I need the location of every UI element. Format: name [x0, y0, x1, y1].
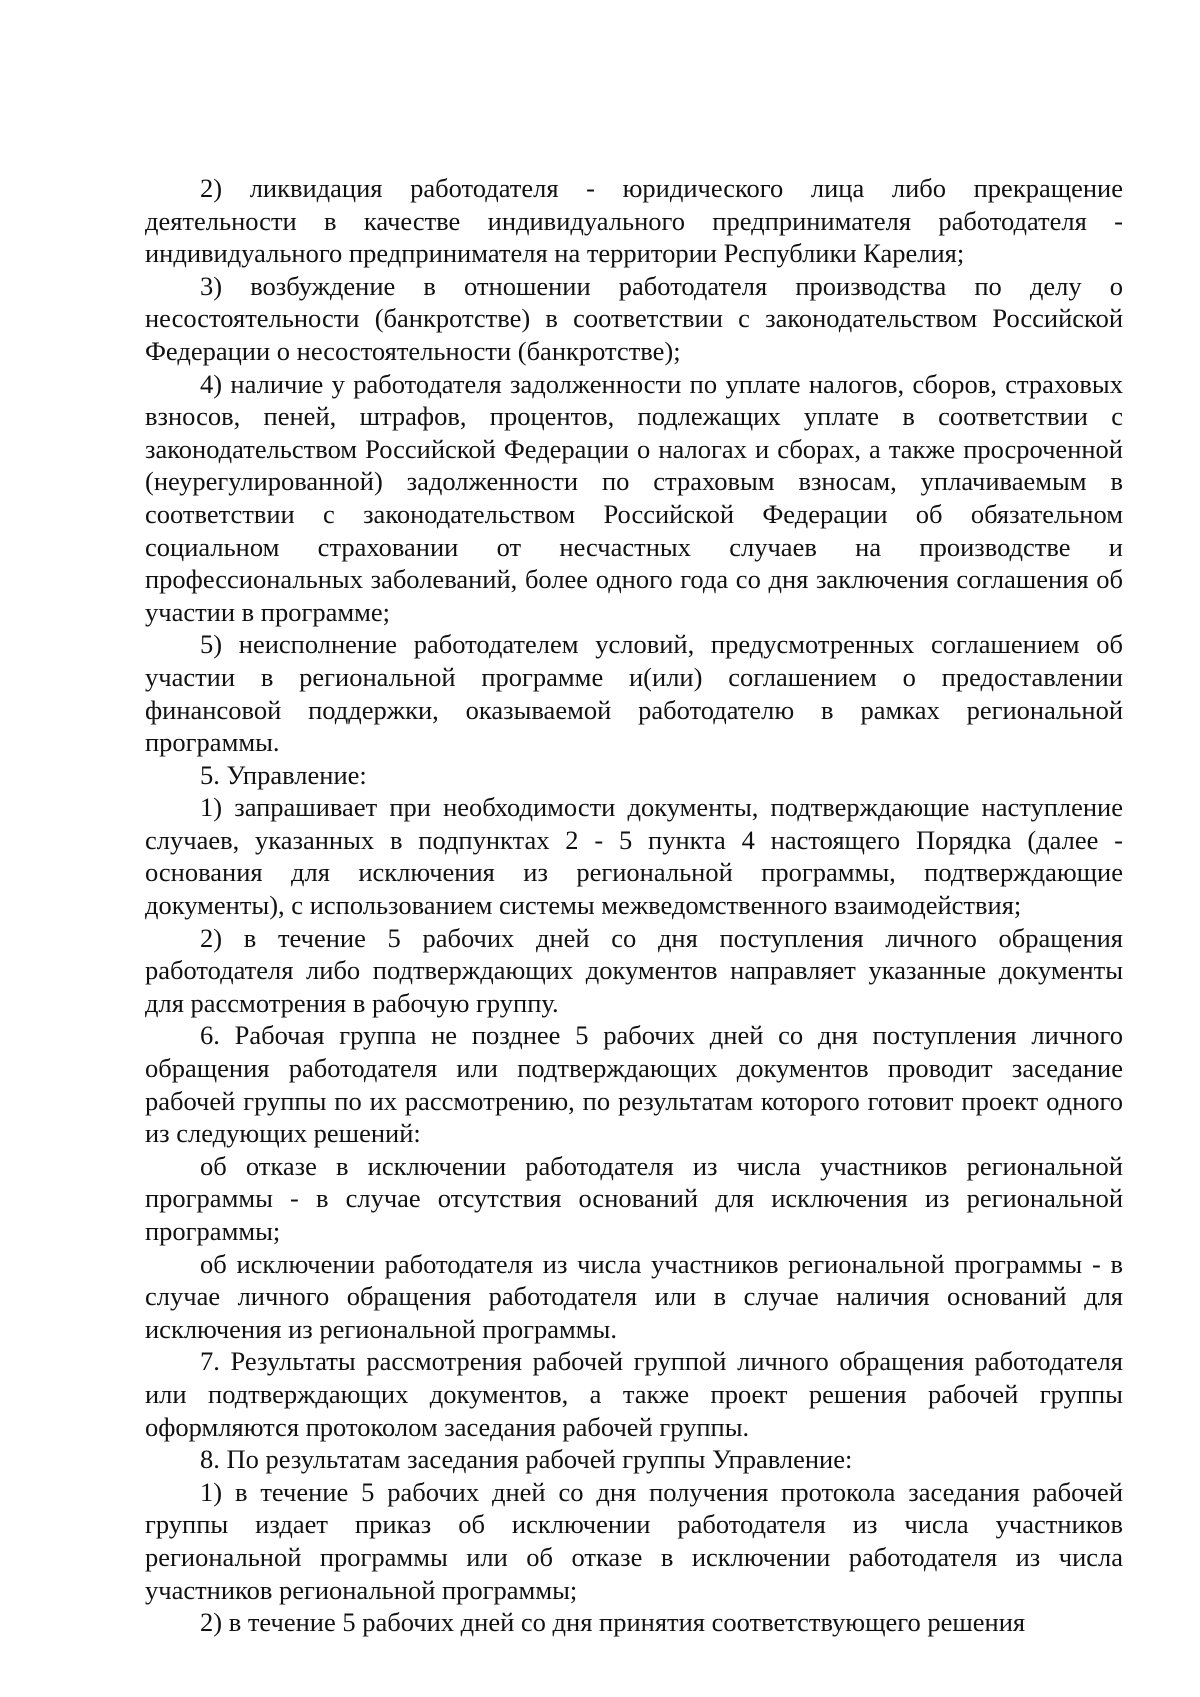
paragraph-section-8-item-2: 2) в течение 5 рабочих дней со дня принятия соответствующего решения: [200, 1607, 1026, 1638]
paragraph-section-8-item-1: 1) в течение 5 рабочих дней со дня получения протокола заседания рабочей группы издает приказ об исключении работодателя из числа участников региональной программы или об отказе в исключении работодателя из числа участников региональной программы;: [145, 1476, 1123, 1605]
paragraph-section-5-heading: 5. Управление:: [200, 759, 367, 790]
paragraph-item-5-noncompliance: 5) неисполнение работодателем условий, предусмотренных соглашением об участии в региональной программе и(или) соглашением о предоставлении финансовой поддержки, оказываемой работодателю в рамках региональной программы.: [145, 629, 1123, 758]
paragraph-section-6: 6. Рабочая группа не позднее 5 рабочих дней со дня поступления личного обращения работодателя или подтверждающих документов проводит заседание рабочей группы по их рассмотрению, по результатам которого готовит проект одного из следующих решений:: [145, 1020, 1123, 1149]
paragraph-decision-exclusion: об исключении работодателя из числа участников региональной программы - в случае личного обращения работодателя или в случае наличия оснований для исключения из региональной программы.: [145, 1248, 1123, 1344]
paragraph-item-2-liquidation: 2) ликвидация работодателя - юридического лица либо прекращение деятельности в качестве индивидуального предпринимателя работодателя - индивидуального предпринимателя на территории Республики Карелия;: [145, 173, 1123, 269]
paragraph-section-5-item-1: 1) запрашивает при необходимости документы, подтверждающие наступление случаев, указанных в подпунктах 2 - 5 пункта 4 настоящего Порядка (далее - основания для исключения из региональной программы, подтверждающие документы), с использованием системы межведомственного взаимодействия;: [145, 792, 1123, 921]
paragraph-item-3-bankruptcy: 3) возбуждение в отношении работодателя производства по делу о несостоятельности (банкротстве) в соответствии с законодательством Российской Федерации о несостоятельности (банкротстве);: [145, 270, 1123, 366]
paragraph-item-4-tax-debt: 4) наличие у работодателя задолженности по уплате налогов, сборов, страховых взносов, пеней, штрафов, процентов, подлежащих уплате в соответствии с законодательством Российской Федерации о налогах и сборах, а также просроченной (неурегулированной) задолженности по страховым взносам, уплачиваемым в соответствии с законодательством Российской Федерации об обязательном социальном страховании от несчастных случаев на производстве и профессиональных заболеваний, более одного года со дня заключения соглашения об участии в программе;: [145, 368, 1123, 627]
paragraph-section-8-heading: 8. По результатам заседания рабочей группы Управление:: [200, 1444, 853, 1475]
paragraph-section-7: 7. Результаты рассмотрения рабочей группой личного обращения работодателя или подтверждающих документов, а также проект решения рабочей группы оформляются протоколом заседания рабочей группы.: [145, 1346, 1123, 1442]
paragraph-section-5-item-2: 2) в течение 5 рабочих дней со дня поступления личного обращения работодателя либо подтверждающих документов направляет указанные документы для рассмотрения в рабочую группу.: [145, 922, 1123, 1018]
document-body: [145, 172, 1123, 1639]
paragraph-decision-refusal: об отказе в исключении работодателя из числа участников региональной программы - в случае отсутствия оснований для исключения из региональной программы;: [145, 1150, 1123, 1246]
